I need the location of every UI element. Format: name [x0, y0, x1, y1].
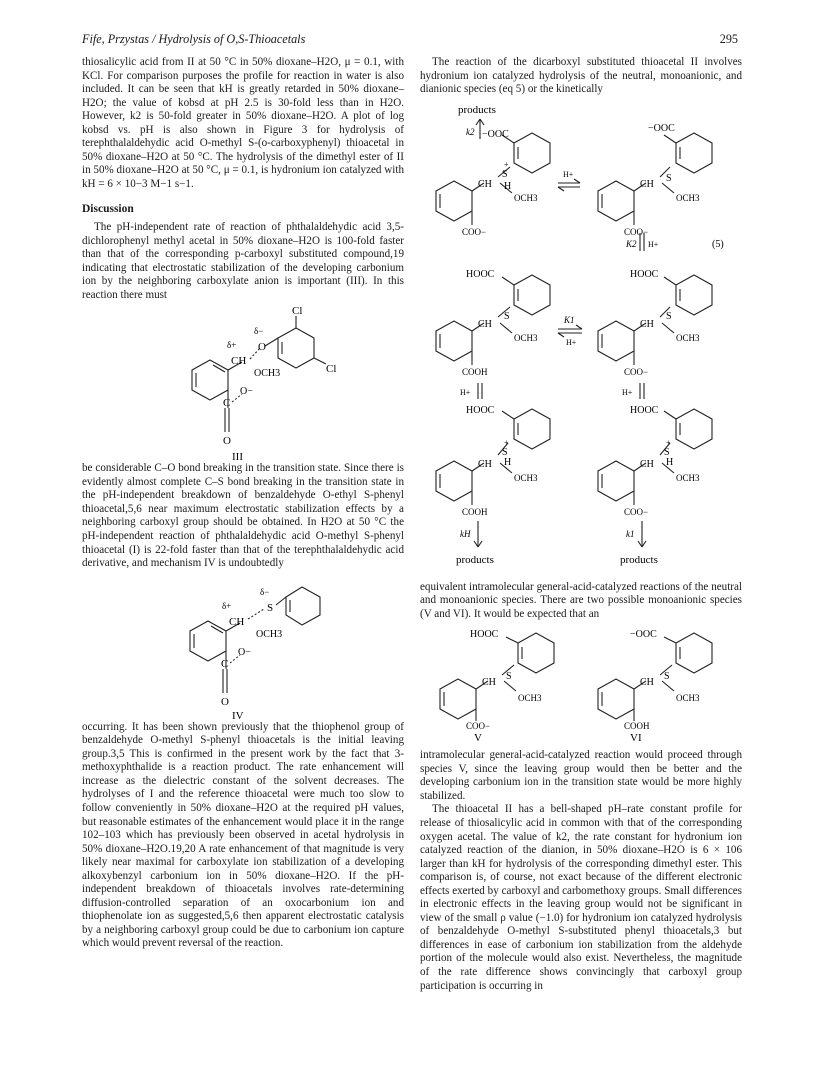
- ch-label: CH: [231, 355, 247, 368]
- hplus-label: H+: [460, 387, 471, 397]
- k2-label: k2: [466, 126, 475, 137]
- equation-number: (5): [712, 238, 724, 250]
- products-label-right: products: [620, 553, 658, 566]
- left-paragraph-1: thiosalicylic acid from II at 50 °C in 50% dioxane–H2O, μ = 0.1, with KCl. For comparison purposes the profile for reaction in water is also included. It can be seen that kH is greatly retarded in 50% dioxane–H2O; the value of kobsd at pH 2.5 is 30-fold less than in H2O. However, k2 is 50-fold greater in 50% dioxane–H2O. A plot of log kobsd vs. pH is also shown in Figure 3 for hydrolysis of terephthalaldehydic acid O-methyl S-(o-carboxyphenyl) thioacetal in 50% dioxane–H2O at 50 °C. The hydrolysis of the dimethyl ester of II in 50% dioxane–H2O at 50 °C, μ = 0.1, is hydronium ion catalyzed with kH = 6 × 10−3 M−1 s−1.: [82, 56, 404, 190]
- s-label: S: [666, 310, 672, 322]
- och3-label: OCH3: [676, 472, 700, 483]
- delta-minus-label: δ−: [254, 326, 264, 337]
- ch-label: CH: [478, 318, 492, 330]
- s-label: S: [502, 168, 508, 180]
- cooh-label: COOH: [624, 721, 650, 732]
- sulfur-label: S: [267, 601, 274, 614]
- och3-label: OCH3: [514, 332, 538, 343]
- hplus-label: H+: [566, 337, 577, 347]
- left-paragraph-4: occurring. It has been shown previously that the thiophenol group of benzaldehyde O-methyl S-phenyl thioacetals is the initial leaving group.3,5 This is confirmed in the present work by the fact that 3-methoxyphthalide is a reaction product. The rate enhancement will increase as the dielectric constant of the solvent decreases. The hydrolyses of I and the reference thioacetal were much too slow to follow conveniently in 50% dioxane–H2O at the required pH values, but reasonable estimates of the enhancement would place it in the range 102–103 which has previously been observed in acetal hydrolysis in 50% dioxane–H2O.19,20 A rate enhancement of that magnitude is very likely near maximal for carboxylate ion stabilization of a developing alkoxybenzyl carbonium ion in 50% dioxane–H2O. If the pH-independent breakdown of thioacetals involves rate-determining diffusion-controlled separation of an oxocarbonium ion and thiophenolate ion as suggested,5,6 then apparent electrostatic catalysis by a neighboring carboxyl group could be due to carbonium ion capture which would prevent reversal of the reaction.: [82, 720, 404, 950]
- right-paragraph-2: equivalent intramolecular general-acid-catalyzed reactions of the neutral and monoanionic species. There are two possible monoanionic species (V and VI). It would be expected that an: [420, 580, 742, 620]
- page-number: 295: [719, 32, 738, 46]
- ch-label: CH: [478, 458, 492, 470]
- cooh-label: COOH: [462, 366, 488, 377]
- carboxylate-oxygen: O−: [238, 646, 251, 658]
- hooc-label: HOOC: [630, 268, 659, 280]
- coo-label: COO−: [624, 226, 649, 237]
- s-label: S: [664, 671, 670, 683]
- running-title: Fife, Przystas / Hydrolysis of O,S-Thioacetals: [82, 32, 306, 46]
- carbon-label: C: [223, 397, 231, 410]
- hooc-label: HOOC: [630, 404, 659, 416]
- ch-label: CH: [229, 615, 245, 628]
- s-label: S: [666, 172, 672, 184]
- hplus-label: H+: [622, 387, 633, 397]
- ch-label: CH: [640, 318, 654, 330]
- och3-label: OCH3: [514, 192, 538, 203]
- compound-label-IV: IV: [232, 709, 244, 721]
- delta-plus-label: δ+: [222, 600, 232, 611]
- s-label: S: [502, 446, 508, 458]
- ch-label: CH: [640, 178, 654, 190]
- structure-IV: [82, 581, 404, 721]
- chlorine-top: Cl: [292, 305, 303, 318]
- ch-label: CH: [640, 458, 654, 470]
- delta-plus-label: δ+: [227, 340, 237, 351]
- left-paragraph-2: The pH-independent rate of reaction of phthalaldehydic acid 3,5-dichlorophenyl methyl acetal in 50% dioxane–H2O is 100-fold faster than that of the corresponding p-carboxyl substituted compound,19 indicating that electrostatic stabilization of the developing carbonium ion by the neighboring carboxylate anion is important (III). In this reaction there must: [82, 221, 404, 301]
- cooh-label: COOH: [462, 506, 488, 517]
- right-paragraph-1: The reaction of the dicarboxyl substituted thioacetal II involves hydronium ion catalyzed hydrolysis of the neutral, monoanionic, and dianionic species (eq 5) or the kinetically: [420, 56, 742, 96]
- left-column: [82, 56, 404, 951]
- oxygen-label: O: [258, 341, 266, 354]
- ooc-label: −OOC: [630, 629, 657, 641]
- hooc-label: HOOC: [466, 268, 495, 280]
- ooc-label: −OOC: [482, 128, 509, 140]
- carbon-label: C: [221, 657, 229, 670]
- coo-label: COO−: [466, 721, 491, 732]
- s-label: S: [506, 671, 512, 683]
- och3-label: OCH3: [676, 332, 700, 343]
- hooc-label: HOOC: [466, 404, 495, 416]
- products-label-top: products: [458, 103, 496, 116]
- discussion-heading: Discussion: [82, 203, 134, 216]
- plus-label: +: [504, 159, 509, 169]
- hplus-label: H+: [648, 239, 659, 249]
- coo-label: COO−: [624, 366, 649, 377]
- och3-label: OCH3: [518, 693, 542, 704]
- ch-label: CH: [482, 677, 496, 689]
- s-label: S: [664, 446, 670, 458]
- delta-minus-label: δ−: [260, 586, 270, 597]
- carbonyl-oxygen: O: [221, 695, 229, 708]
- compound-label-V: V: [474, 732, 482, 744]
- och3-label: OCH3: [514, 472, 538, 483]
- right-paragraph-4: The thioacetal II has a bell-shaped pH–rate constant profile for release of thiosalicylic acid in common with that of the corresponding oxygen acetal. The value of k2, the rate constant for hydronium ion catalyzed reaction of the dianion, in 50% dioxane–H2O is 6 × 106 larger than kH for hydrolysis of the corresponding dimethyl ester. This comparison is, of course, not exact because of the different electronic effects exerted by carboxyl and carbomethoxy groups. Small differences in electronic effects in the leaving group would not be significant in view of the small ρ value (−1.0) for hydronium ion catalyzed hydrolysis of benzaldehyde O-methyl S-substituted phenyl thioacetals,3 but differences in ease of carbonium ion stabilization from the aldehyde portion of the molecule would also exist. Nevertheless, the magnitude of the rate difference shows convincingly that carboxyl group participation is occurring in: [420, 803, 742, 992]
- h-label: H: [504, 456, 512, 468]
- ch-label: CH: [640, 677, 654, 689]
- structures-V-VI: [420, 625, 742, 743]
- compound-label-VI: VI: [630, 732, 642, 744]
- equation-5-scheme: [420, 101, 742, 581]
- plus-label: +: [666, 437, 671, 447]
- kH-label: kH: [460, 528, 471, 539]
- products-label-left: products: [456, 553, 494, 566]
- K2-label: K2: [626, 238, 637, 249]
- right-paragraph-3: intramolecular general-acid-catalyzed reaction would proceed through species V, since the leaving group would then be better and the developing carbonium ion in the transition state would be more highly stabilized.: [420, 749, 742, 802]
- k1-label: k1: [626, 528, 635, 539]
- ch-label: CH: [478, 178, 492, 190]
- running-header: [82, 32, 738, 52]
- h-label: H: [666, 456, 674, 468]
- structure-III: [82, 302, 404, 462]
- left-paragraph-3: be considerable C–O bond breaking in the transition state. Since there is evidently almost complete C–S bond breaking in the transition state in the pH-independent breakdown of benzaldehyde O-ethyl S-phenyl thioacetal,5,6 near maximum electrostatic stabilization effects by a neighboring carboxyl group should be obtained. In H2O at 50 °C the pH-independent reaction of phthalaldehydic acid O-methyl S-phenyl thioacetal (I) is 22-fold faster than that of the terephthalaldehydic acid derivative, and mechanism IV is undoubtedly: [82, 462, 404, 570]
- och3-label: OCH3: [256, 628, 283, 640]
- hooc-label: HOOC: [470, 629, 499, 641]
- coo-label: COO−: [462, 226, 487, 237]
- h-label: H: [504, 180, 512, 192]
- och3-label: OCH3: [676, 192, 700, 203]
- right-column: [420, 56, 742, 993]
- och3-label: OCH3: [254, 368, 281, 380]
- carbonyl-oxygen: O: [223, 435, 231, 448]
- och3-label: OCH3: [676, 693, 700, 704]
- s-label: S: [504, 310, 510, 322]
- compound-label-III: III: [232, 451, 243, 463]
- plus-label: +: [504, 437, 509, 447]
- ooc-label: −OOC: [648, 122, 675, 134]
- coo-label: COO−: [624, 506, 649, 517]
- hplus-label: H+: [563, 169, 574, 179]
- carboxylate-oxygen: O−: [240, 386, 253, 398]
- chlorine-right: Cl: [326, 363, 337, 376]
- K1-label: K1: [564, 314, 575, 325]
